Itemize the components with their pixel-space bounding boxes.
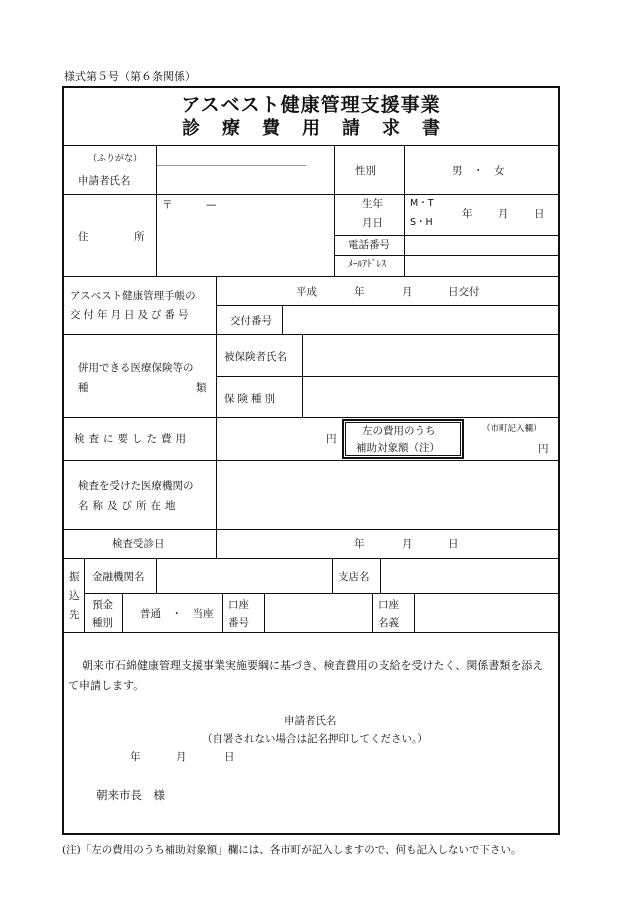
insurance-type-field[interactable] (303, 377, 558, 416)
era-options-top[interactable]: M・T (410, 198, 434, 209)
gender-label: 性別 (355, 165, 376, 177)
subsidy-label-line1: 左の費用のうち (362, 425, 436, 437)
exam-cost-label: 検査に要した費用 (74, 433, 190, 445)
deposit-label-top: 預金 (92, 599, 113, 611)
request-form-frame (62, 86, 560, 835)
city-use-label: （市町記入欄） (482, 424, 542, 434)
institution-field[interactable] (217, 461, 558, 528)
account-name-label-top: 口座 (378, 599, 399, 611)
institution-label-line2: 名称及び所在地 (78, 500, 180, 512)
insurance-label-left: 種 (78, 382, 89, 394)
form-title-line1: アスベスト健康管理支援事業 (181, 94, 441, 116)
handbook-era: 平成 (296, 286, 317, 298)
institution-label-line1: 検査を受けた医療機関の (78, 480, 194, 492)
statement-month-label: 月 (176, 751, 187, 763)
issue-number-field[interactable] (283, 306, 558, 333)
account-number-label-bottom: 番号 (228, 617, 249, 629)
account-number-label-top: 口座 (228, 599, 249, 611)
email-label: ﾒｰﾙｱﾄﾞﾚｽ (348, 259, 387, 270)
signature-note: （自署されない場合は記名押印してください。） (202, 733, 428, 745)
account-name-label-bottom: 名義 (378, 617, 399, 629)
transfer-label-3: 先 (69, 609, 80, 621)
gender-options[interactable]: 男 ・ 女 (452, 165, 505, 177)
subsidy-label-line2: 補助対象額（注） (356, 442, 440, 454)
transfer-label-2: 込 (69, 590, 80, 602)
address-field[interactable] (157, 195, 333, 275)
exam-cost-yen: 円 (326, 433, 337, 445)
exam-date-label: 検査受診日 (112, 538, 165, 550)
signature-label: 申請者氏名 (284, 715, 337, 727)
form-number: 様式第５号（第６条関係） (64, 70, 196, 83)
account-number-field[interactable] (265, 594, 371, 631)
deposit-type-options[interactable]: 普通 ・ 当座 (140, 608, 214, 620)
address-label-left: 住 (78, 231, 89, 243)
birth-year-label: 年 (462, 208, 473, 220)
exam-month-label: 月 (402, 538, 413, 550)
insurance-label-right: 類 (196, 382, 207, 394)
postal-dash: — (206, 199, 217, 211)
statement-year-label: 年 (130, 751, 141, 763)
birth-month-label: 月 (498, 208, 509, 220)
postal-mark: 〒 (162, 199, 173, 211)
footnote: (注)「左の費用のうち補助対象額」欄には、各市町が記入しますので、何も記入しないで下さい。 (62, 844, 522, 856)
bank-name-label: 金融機関名 (92, 571, 145, 583)
handbook-label-line2: 交付年月日及び番号 (70, 309, 192, 321)
branch-label: 支店名 (338, 571, 370, 583)
form-title-line2: 診療費用請求書 (182, 118, 462, 139)
deposit-label-bottom: 種別 (92, 617, 113, 629)
phone-label: 電話番号 (348, 239, 390, 251)
handbook-year-label: 年 (354, 286, 365, 298)
handbook-label-line1: アスベスト健康管理手帳の (70, 290, 196, 302)
bank-name-field[interactable] (157, 559, 331, 592)
insured-name-label: 被保険者氏名 (224, 351, 287, 363)
phone-field[interactable] (405, 236, 558, 254)
birth-label-bottom: 月日 (362, 217, 383, 229)
addressee: 朝来市長 様 (96, 788, 165, 802)
exam-cost-field[interactable] (217, 418, 341, 459)
transfer-label-1: 振 (69, 571, 80, 583)
applicant-name-label: 申請者氏名 (78, 175, 131, 187)
birth-day-label: 日 (534, 208, 545, 220)
era-options-bottom[interactable]: S・H (410, 217, 433, 228)
insurance-label-line1: 併用できる医療保険等の (78, 362, 194, 374)
account-name-field[interactable] (415, 594, 558, 631)
email-field[interactable] (405, 256, 558, 275)
application-statement: 朝来市石綿健康管理支援事業実施要綱に基づき、検査費用の支給を受けたく、関係書類を添えて申請します。 (68, 659, 544, 692)
applicant-name-field[interactable] (157, 146, 333, 193)
exam-year-label: 年 (354, 538, 365, 550)
handbook-month-label: 月 (402, 286, 413, 298)
handbook-issued-label: 日交付 (448, 286, 480, 298)
branch-field[interactable] (381, 559, 558, 592)
insured-name-field[interactable] (303, 335, 558, 375)
address-label-right: 所 (134, 231, 145, 243)
birth-label-top: 生年 (362, 198, 383, 210)
issue-number-label: 交付番号 (230, 315, 272, 327)
furigana-label: （ふりがな） (88, 154, 143, 164)
subsidy-yen: 円 (538, 443, 549, 455)
insurance-type-label: 保険種別 (224, 393, 278, 405)
exam-day-label: 日 (448, 538, 459, 550)
statement-day-label: 日 (224, 751, 235, 763)
